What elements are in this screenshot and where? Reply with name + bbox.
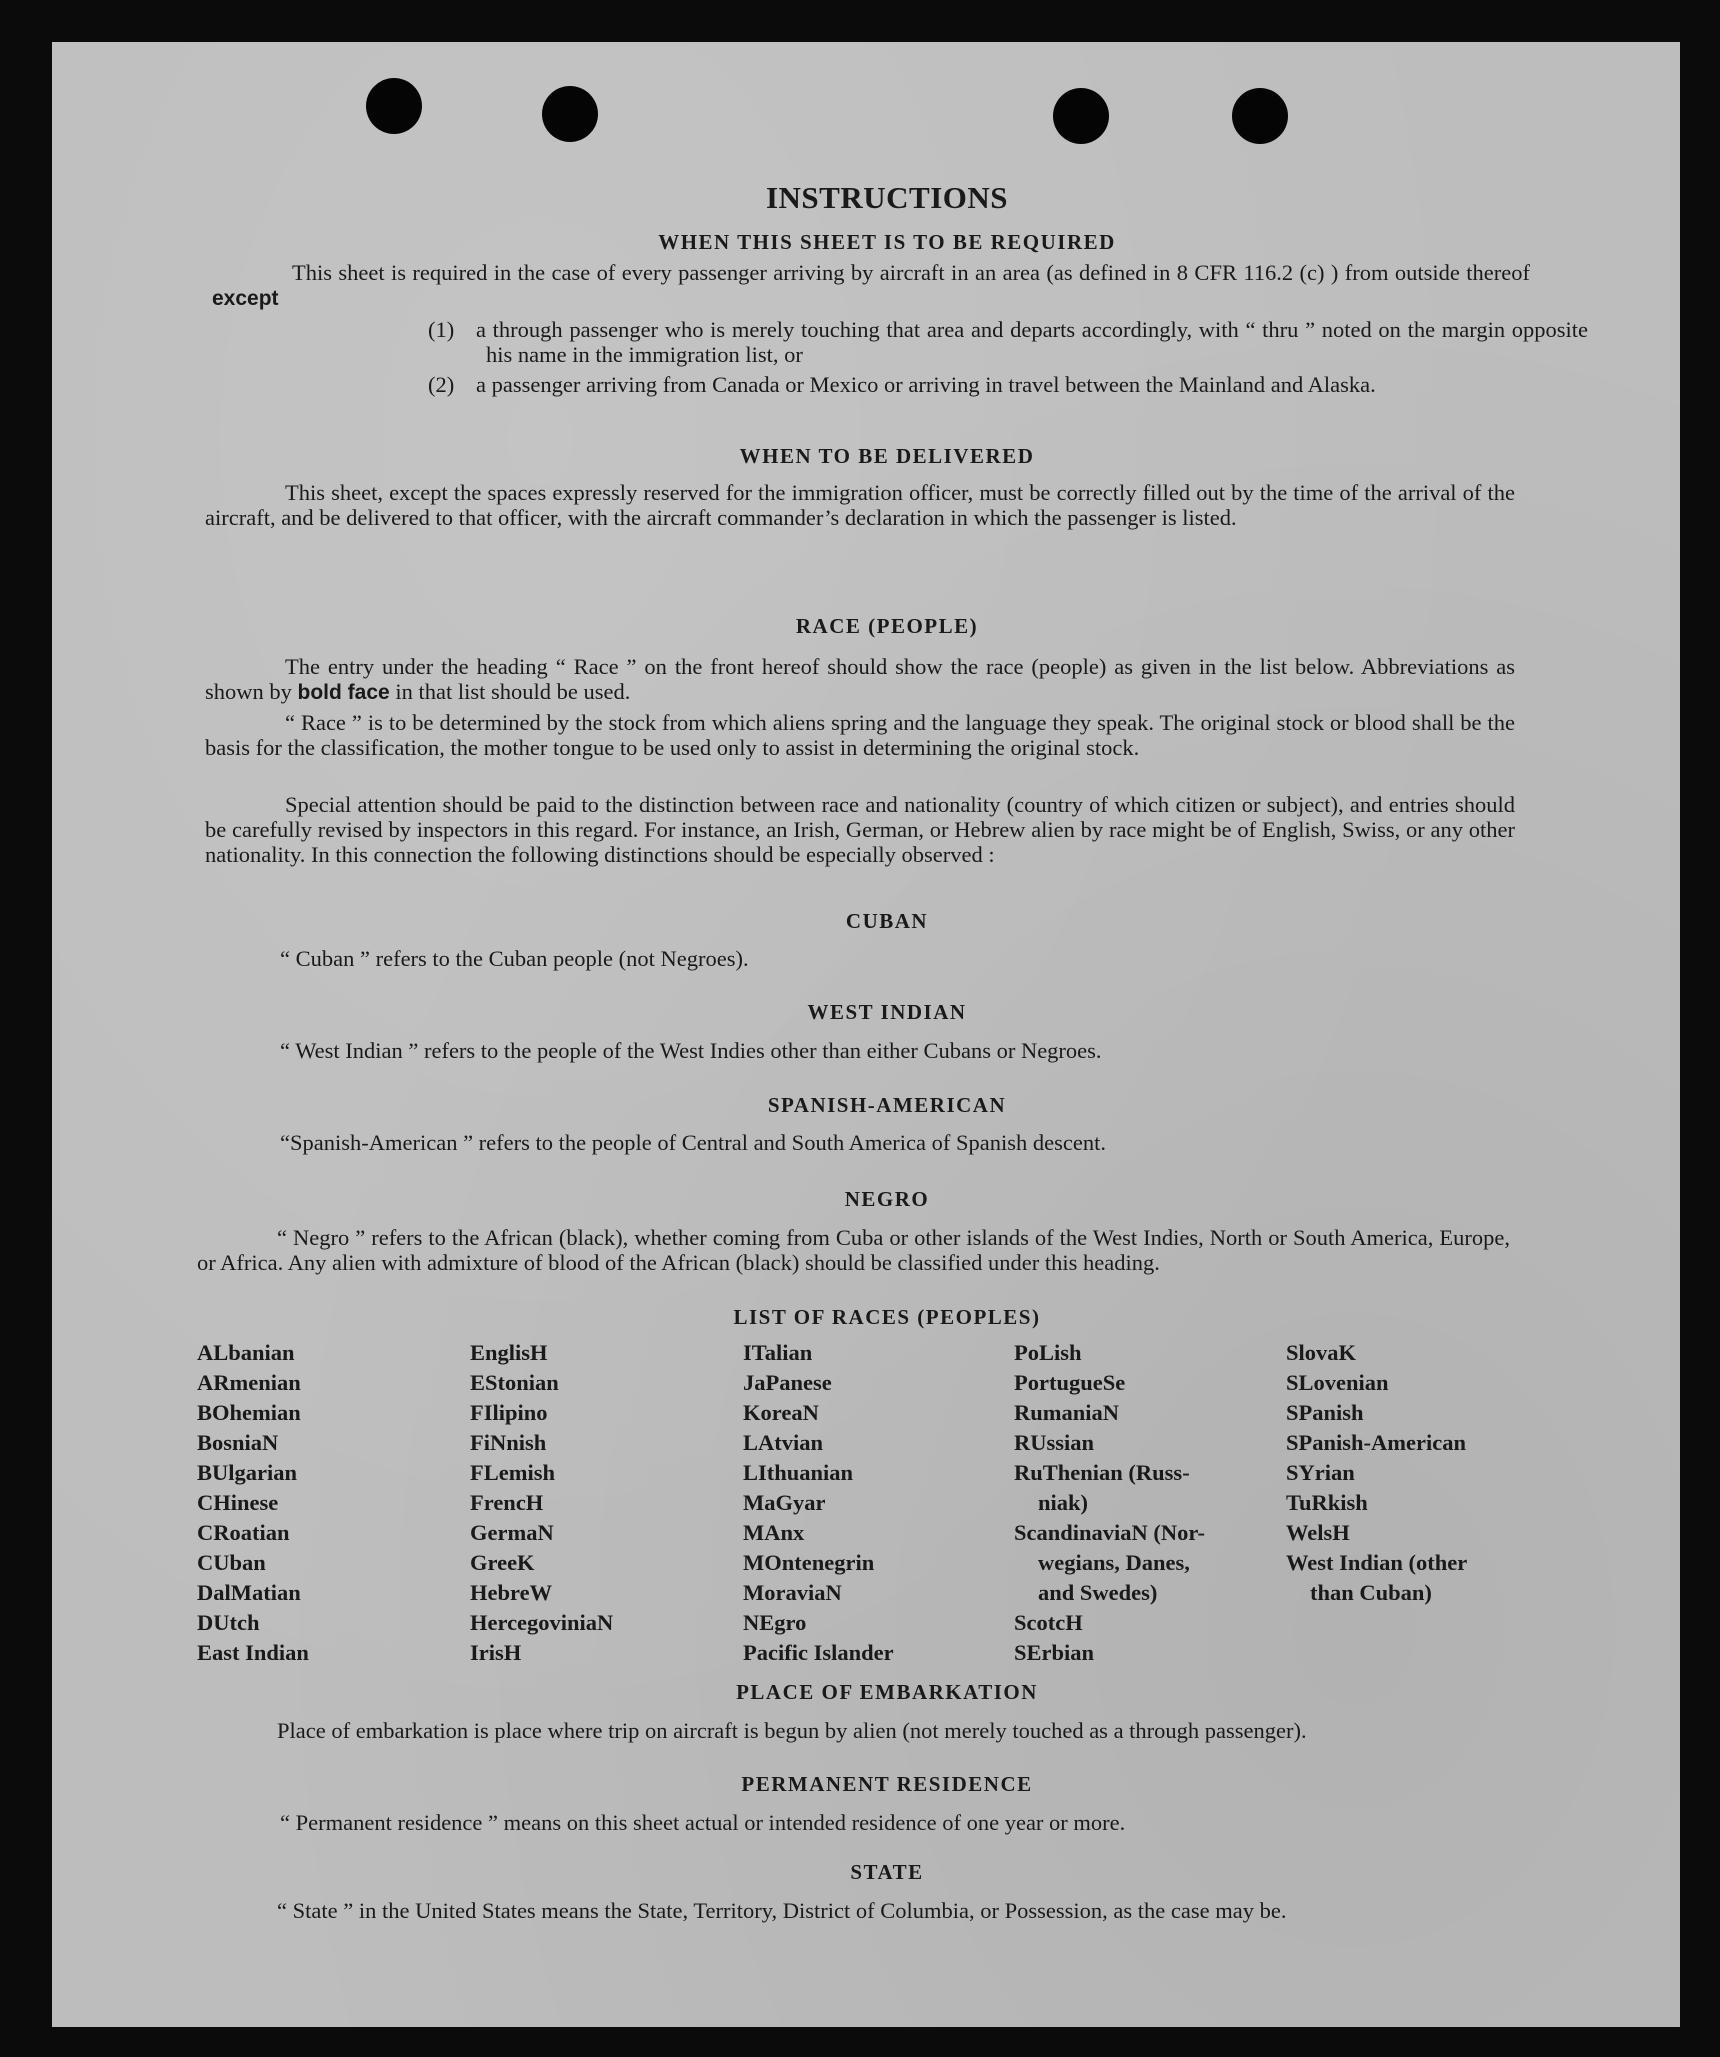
- race-item: RUssian: [1014, 1430, 1095, 1455]
- race-item: HercegoviniaN: [470, 1610, 614, 1635]
- race-item: ScotcH: [1014, 1610, 1083, 1635]
- race-item: BUlgarian: [197, 1460, 298, 1485]
- race-item: ITalian: [743, 1340, 813, 1365]
- race-item: and Swedes): [1038, 1580, 1158, 1605]
- section-heading: WHEN TO BE DELIVERED: [739, 444, 1035, 468]
- list-item: [428, 317, 1588, 367]
- race-list-column: [1014, 1338, 1205, 1668]
- race-item: CRoatian: [197, 1520, 290, 1545]
- paragraph: This sheet, except the spaces expressly reserved for the immigration officer, must be correctly filled out by the time of the arrival of the aircraft, and be delivered to that officer, with the aircraft commander’s declaration in which the passenger is listed.: [205, 480, 1515, 530]
- race-item: FrencH: [470, 1490, 544, 1515]
- race-item: MoraviaN: [743, 1580, 842, 1605]
- punch-hole: [542, 86, 598, 142]
- section-heading: PERMANENT RESIDENCE: [741, 1772, 1033, 1796]
- race-item: PoLish: [1014, 1340, 1082, 1365]
- section-heading: WHEN THIS SHEET IS TO BE REQUIRED: [658, 230, 1116, 254]
- punch-hole: [1053, 88, 1109, 144]
- race-item: BOhemian: [197, 1400, 301, 1425]
- race-item: FIlipino: [470, 1400, 548, 1425]
- section-heading: LIST OF RACES (PEOPLES): [733, 1305, 1041, 1329]
- race-item: SYrian: [1286, 1460, 1355, 1485]
- paragraph: [212, 260, 1530, 311]
- race-item: ARmenian: [197, 1370, 301, 1395]
- list-item-number: (2): [428, 372, 455, 397]
- race-item: WelsH: [1286, 1520, 1350, 1545]
- paragraph: “ State ” in the United States means the State, Territory, District of Columbia, or Possession, as the case may be.: [277, 1898, 1287, 1923]
- punch-hole: [366, 78, 422, 134]
- race-item: TuRkish: [1286, 1490, 1368, 1515]
- race-item: East Indian: [197, 1640, 309, 1665]
- race-item: SLovenian: [1286, 1370, 1389, 1395]
- paragraph: “Spanish-American ” refers to the people of Central and South America of Spanish descent.: [280, 1130, 1106, 1155]
- race-item: niak): [1038, 1490, 1089, 1515]
- section-heading: CUBAN: [845, 909, 929, 933]
- race-item: DUtch: [197, 1610, 260, 1635]
- race-item: PortugueSe: [1014, 1370, 1126, 1395]
- race-item: Pacific Islander: [743, 1640, 894, 1665]
- paragraph-text: The entry under the heading “ Race ” on the front hereof should show the race (people) as given in the list below. Abbreviations as shown by: [205, 654, 1515, 704]
- race-item: ScandinaviaN (Nor-: [1014, 1520, 1206, 1545]
- race-item: HebreW: [470, 1580, 553, 1605]
- race-item: CUban: [197, 1550, 266, 1575]
- document-page: [52, 42, 1680, 2027]
- race-item: JaPanese: [743, 1370, 832, 1395]
- punch-hole: [1232, 88, 1288, 144]
- paragraph-text: This sheet is required in the case of every passenger arriving by aircraft in an area (as defined in 8 CFR 116.2 (c) ) from outside thereof: [292, 260, 1530, 285]
- race-item: LIthuanian: [743, 1460, 854, 1485]
- race-item: CHinese: [197, 1490, 279, 1515]
- section-heading: WEST INDIAN: [807, 1000, 967, 1024]
- race-item: IrisH: [470, 1640, 522, 1665]
- race-item: FiNnish: [470, 1430, 547, 1455]
- paragraph: “ Race ” is to be determined by the stock from which aliens spring and the language they speak. The original stock or blood shall be the basis for the classification, the mother tongue to be used only to assist in determining the original stock.: [205, 710, 1515, 760]
- race-item: ALbanian: [197, 1340, 295, 1365]
- race-item: SPanish-American: [1286, 1430, 1466, 1455]
- race-item: DalMatian: [197, 1580, 301, 1605]
- section-heading: NEGRO: [844, 1187, 930, 1211]
- paragraph: [205, 654, 1515, 705]
- race-list-column: [470, 1338, 613, 1668]
- race-item: SlovaK: [1286, 1340, 1357, 1365]
- paragraph: Place of embarkation is place where trip on aircraft is begun by alien (not merely touched as a through passenger).: [277, 1718, 1307, 1743]
- race-item: NEgro: [743, 1610, 807, 1635]
- race-item: West Indian (other: [1286, 1550, 1468, 1575]
- race-item: FLemish: [470, 1460, 556, 1485]
- paragraph: “ Negro ” refers to the African (black), whether coming from Cuba or other islands of the West Indies, North or South America, Europe, or Africa. Any alien with admixture of blood of the African (black) should be classified under this heading.: [197, 1225, 1510, 1275]
- race-item: MaGyar: [743, 1490, 826, 1515]
- paragraph-text: in that list should be used.: [395, 679, 631, 704]
- race-item: BosniaN: [197, 1430, 279, 1455]
- race-item: MAnx: [743, 1520, 805, 1545]
- race-item: KoreaN: [743, 1400, 819, 1425]
- race-item: EStonian: [470, 1370, 559, 1395]
- paragraph: “ Cuban ” refers to the Cuban people (not Negroes).: [280, 946, 749, 971]
- race-item: GreeK: [470, 1550, 535, 1575]
- paragraph: Special attention should be paid to the distinction between race and nationality (country of which citizen or subject), and entries should be carefully revised by inspectors in this regard. For instance, an Irish, German, or Hebrew alien by race might be of English, Swiss, or any other nationality. In this connection the following distinctions should be especially observed :: [205, 792, 1515, 867]
- race-item: SErbian: [1014, 1640, 1095, 1665]
- section-heading: STATE: [850, 1860, 924, 1884]
- paragraph: “ Permanent residence ” means on this sheet actual or intended residence of one year or more.: [280, 1810, 1126, 1835]
- section-heading: PLACE OF EMBARKATION: [736, 1680, 1038, 1704]
- race-item: LAtvian: [743, 1430, 824, 1455]
- race-item: wegians, Danes,: [1038, 1550, 1190, 1575]
- race-item: RumaniaN: [1014, 1400, 1120, 1425]
- paragraph-bold-text: bold face: [297, 681, 390, 704]
- paragraph-bold-text: except: [212, 287, 279, 310]
- paragraph: “ West Indian ” refers to the people of the West Indies other than either Cubans or Negroes.: [280, 1038, 1102, 1063]
- race-item: GermaN: [470, 1520, 554, 1545]
- section-heading: RACE (PEOPLE): [795, 614, 979, 638]
- list-item-text: a through passenger who is merely touching that area and departs accordingly, with “ thru ” noted on the margin opposite his name in the immigration list, or: [476, 317, 1588, 367]
- race-item: MOntenegrin: [743, 1550, 875, 1575]
- race-list-column: [197, 1338, 309, 1668]
- race-item: RuThenian (Russ-: [1014, 1460, 1190, 1485]
- race-item: EnglisH: [470, 1340, 548, 1365]
- race-item: SPanish: [1286, 1400, 1364, 1425]
- race-list-column: [743, 1338, 894, 1668]
- section-heading: SPANISH-AMERICAN: [767, 1093, 1007, 1117]
- race-item: than Cuban): [1310, 1580, 1432, 1605]
- list-item-number: (1): [428, 317, 455, 342]
- race-list-column: [1286, 1338, 1467, 1608]
- page-title: INSTRUCTIONS: [765, 180, 1008, 215]
- list-item: [428, 372, 1588, 397]
- list-item-text: a passenger arriving from Canada or Mexico or arriving in travel between the Mainland and Alaska.: [476, 372, 1376, 397]
